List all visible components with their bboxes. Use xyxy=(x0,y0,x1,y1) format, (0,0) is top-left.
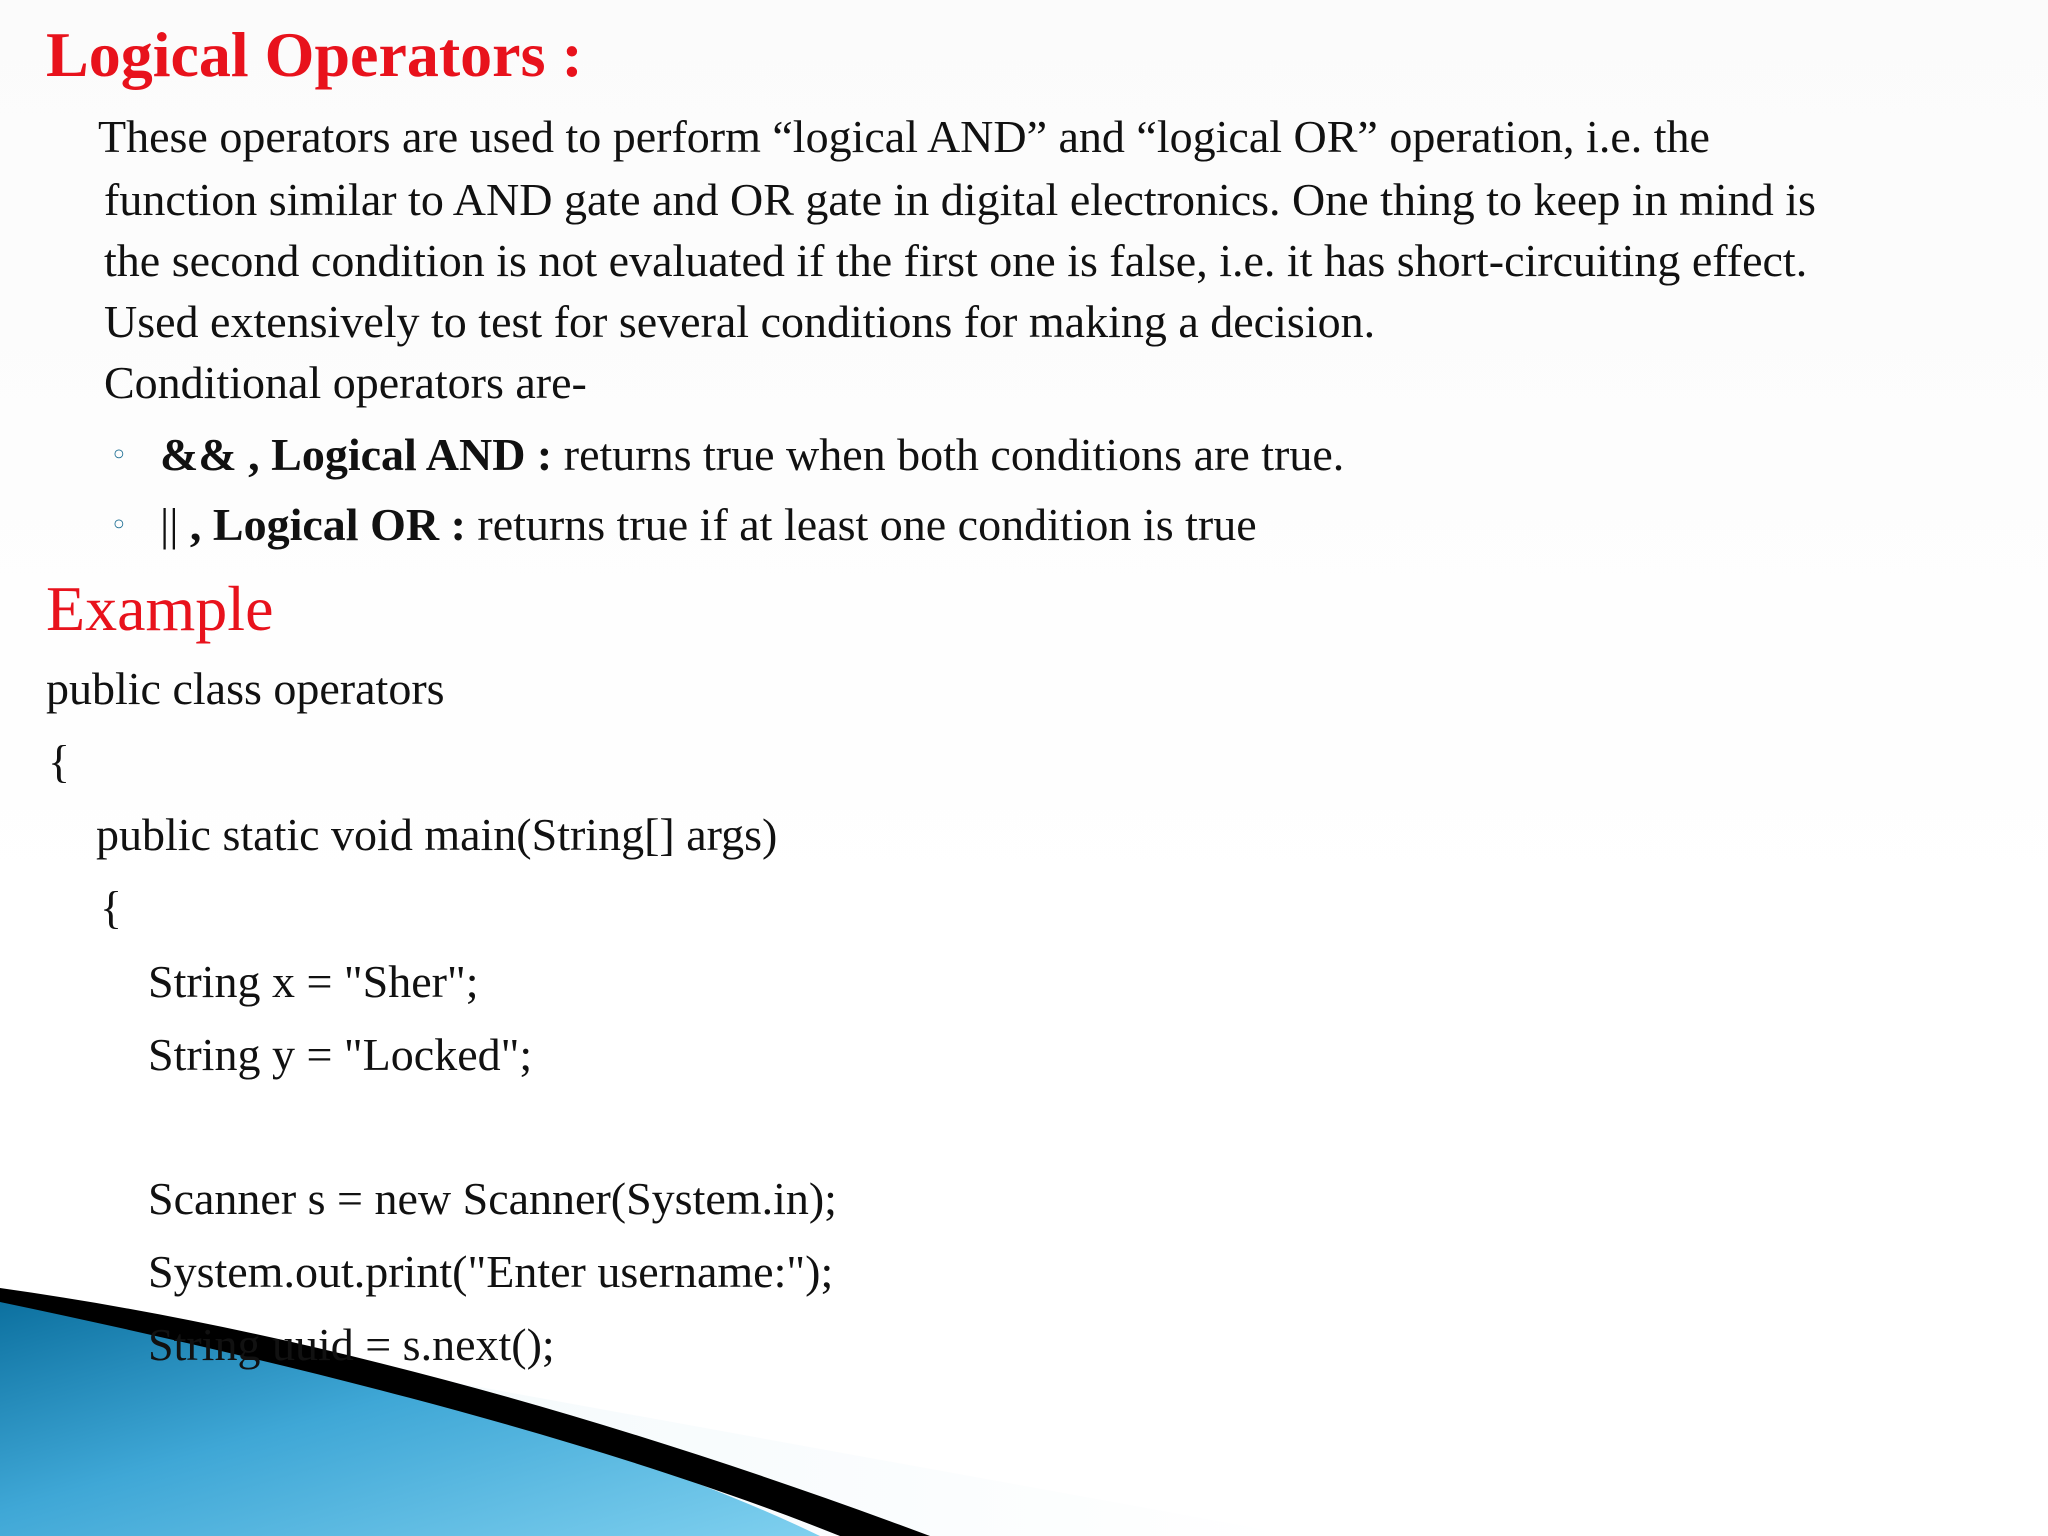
code-line: String uuid = s.next(); xyxy=(148,1319,555,1370)
intro-paragraph-continuation xyxy=(104,169,1816,413)
code-line: { xyxy=(100,882,123,933)
intro-line: the second condition is not evaluated if the first one is false, i.e. it has short-circuiting effect. xyxy=(104,235,1808,286)
code-line: public static void main(String[] args) xyxy=(96,809,778,860)
bullet-term: , Logical OR : xyxy=(189,499,466,550)
bullet-marker-icon: ◦ xyxy=(110,438,128,473)
bullet-description: returns true when both conditions are true. xyxy=(552,429,1345,480)
intro-paragraph-lead: These operators are used to perform “logical AND” and “logical OR” operation, i.e. the xyxy=(98,111,1710,162)
code-line: Scanner s = new Scanner(System.in); xyxy=(148,1173,837,1224)
code-line: String x = "Sher"; xyxy=(148,956,479,1007)
slide-title: Logical Operators : xyxy=(46,19,583,90)
intro-line: Conditional operators are- xyxy=(104,357,587,408)
bullet-text xyxy=(160,498,1257,551)
code-line: { xyxy=(48,736,71,787)
code-line: String y = "Locked"; xyxy=(148,1029,533,1080)
bullet-symbol: || xyxy=(160,499,179,550)
code-line: System.out.print("Enter username:"); xyxy=(148,1246,834,1297)
bullet-text xyxy=(160,428,1344,481)
intro-line: function similar to AND gate and OR gate in digital electronics. One thing to keep in mind is xyxy=(104,174,1816,225)
intro-line: Used extensively to test for several conditions for making a decision. xyxy=(104,296,1376,347)
bullet-description: returns true if at least one condition is true xyxy=(465,499,1257,550)
bullet-marker-icon: ◦ xyxy=(110,508,128,543)
code-line: public class operators xyxy=(46,663,445,714)
bullet-term: && , Logical AND : xyxy=(160,429,553,480)
example-heading: Example xyxy=(46,573,274,644)
